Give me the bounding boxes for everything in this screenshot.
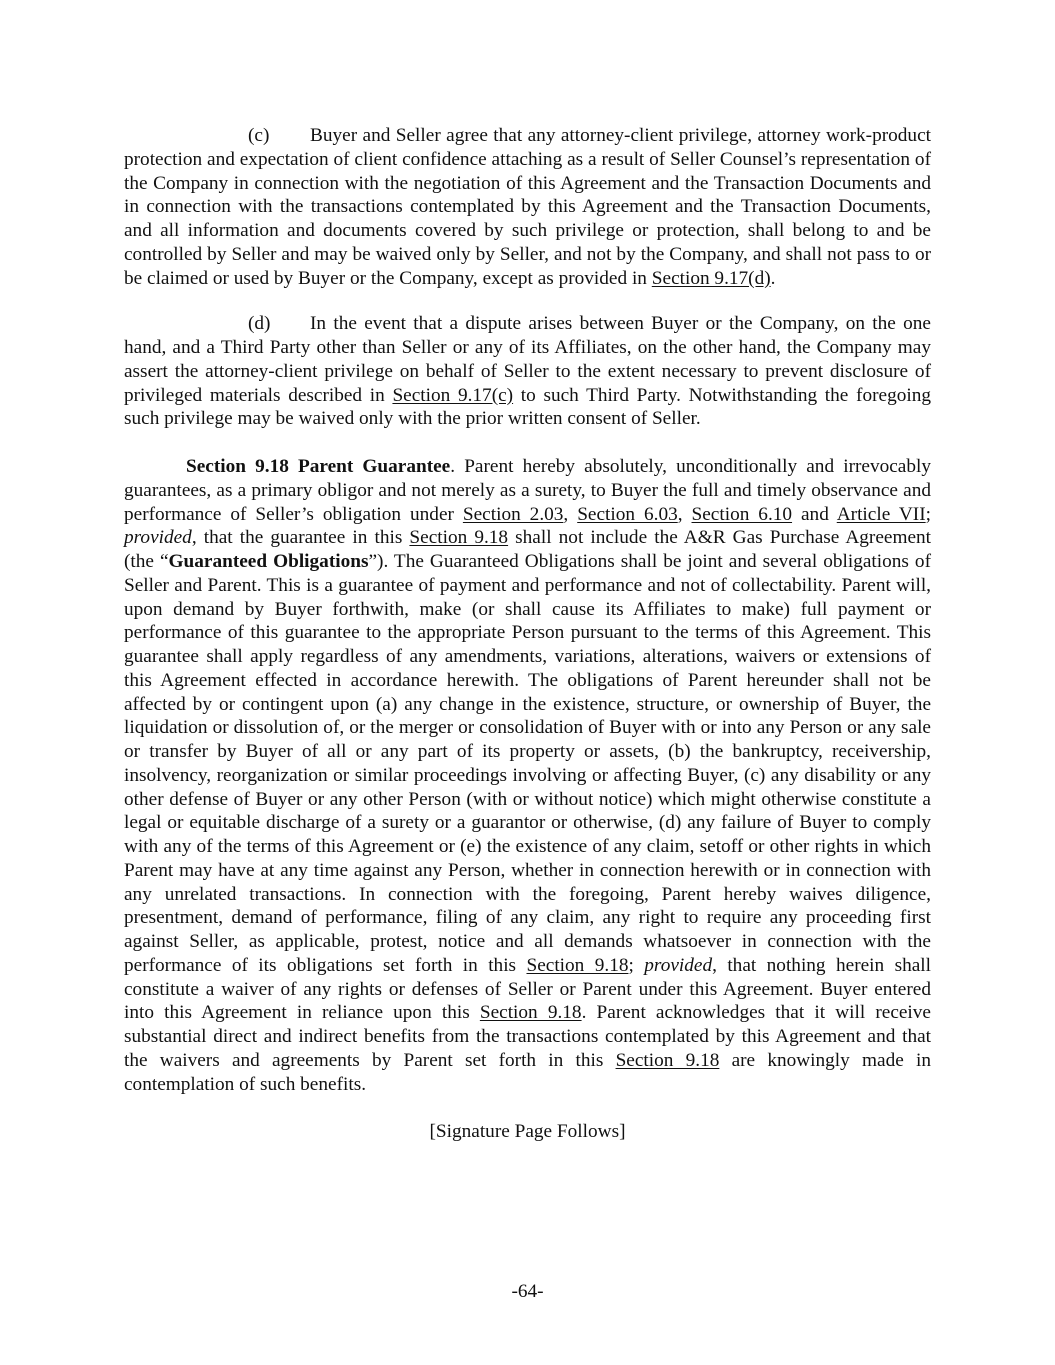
section-9-18-paragraph <box>124 455 931 1096</box>
page-number: -64- <box>511 1281 544 1302</box>
signature-page-note: [Signature Page Follows] <box>429 1121 626 1143</box>
section-text: shall not include the A&R Gas Purchase Agreement (the “ <box>124 527 931 572</box>
section-text: and <box>792 503 837 525</box>
section-text: , that the guarantee in this <box>191 527 410 549</box>
section-text: , that nothing herein shall constitute a waiver of any rights or defenses of Seller or Parent under this Agreement. Buyer entered into this Agreement in reliance upon this <box>124 954 931 1024</box>
section-reference-link: Section 9.18 <box>615 1049 720 1071</box>
section-reference-link: Section 9.17(d) <box>651 267 771 289</box>
paragraph-d <box>124 312 931 431</box>
italic-term: provided <box>124 527 192 549</box>
section-reference-link: Section 9.18 <box>479 1002 582 1024</box>
paragraph-c-text: Buyer and Seller agree that any attorney-client privilege, attorney work-product protection and expectation of client confidence attaching as a result of Seller Counsel’s representation of the Company in connection with the negotiation of this Agreement and the Transaction Documents and in connection with the transactions contemplated by this Agreement and the Transaction Documents, and all information and documents covered by such privilege or protection, shall belong to and be controlled by Seller and may be waived only by Seller, and not by the Company, and shall not pass to or be claimed or used by Buyer or the Company, except as provided in <box>124 125 931 289</box>
section-text: , <box>563 503 578 525</box>
article-reference-link: Article VII <box>836 503 926 525</box>
section-text: ”). The Guaranteed Obligations shall be joint and several obligations of Seller and Parent. This is a guarantee of payment and performance and not of collectability. Parent will, upon demand by Buyer forthwith, make (or shall cause its Affiliates to make) full payment or performance of this guarantee to the appropriate Person pursuant to the terms of this Agreement. This guarantee shall apply regardless of any amendments, variations, alterations, waivers or extensions of this Agreement effected in accordance herewith. The obligations of Parent hereunder shall not be affected by or contingent upon (a) any change in the existence, structure, or ownership of Buyer, the liquidation or dissolution of, or the merger or consolidation of Buyer with or into any Person or any sale or transfer by Buyer of all or any part of its property or assets, (b) the bankruptcy, receivership, insolvency, reorganization or similar proceedings involving or affecting Buyer, (c) any disability or any other defense of Buyer or any other Person (with or without notice) which might otherwise constitute a legal or equitable discharge of a surety or a guarantor or otherwise, (d) any failure of Buyer to comply with any of the terms of this Agreement or (e) the existence of any claim, setoff or other rights in which Parent may have at any time against any Person, whether in connection herewith or in connection with any unrelated transactions. In connection with the foregoing, Parent hereby waives diligence, presentment, demand of performance, filing of any claim, any right to require any proceeding first against Seller, as applicable, protest, notice and all demands whatsoever in connection with the performance of its obligations set forth in this <box>124 551 931 976</box>
section-text: are knowingly made in contemplation of such benefits. <box>124 1049 931 1095</box>
paragraph-d-text: In the event that a dispute arises between Buyer or the Company, on the one hand, and a Third Party other than Seller or any of its Affiliates, on the other hand, the Company may assert the attorney-client privilege on behalf of Seller to the extent necessary to prevent disclosure of privileged materials described in <box>124 313 931 406</box>
section-text: ; <box>628 954 645 976</box>
defined-term: Guaranteed Obligations <box>168 551 369 572</box>
document-page <box>124 124 931 1144</box>
paragraph-d-label: (d) <box>248 313 271 335</box>
section-heading: Section 9.18 Parent Guarantee <box>186 456 451 477</box>
section-text: , <box>677 503 692 525</box>
paragraph-c-label: (c) <box>248 125 270 146</box>
section-reference-link: Section 9.18 <box>409 527 509 549</box>
section-text: . Parent acknowledges that it will receive substantial direct and indirect benefits from the transactions contemplated by this Agreement and that the waivers and agreements by Parent set forth in this <box>124 1002 931 1071</box>
section-text: ; <box>925 503 931 525</box>
section-reference-link: Section 2.03 <box>462 503 564 525</box>
section-text: . Parent hereby absolutely, unconditionally and irrevocably guarantees, as a primary obligor and not merely as a surety, to Buyer the full and timely observance and performance of Seller’s obligation under <box>124 456 931 525</box>
section-reference-link: Section 6.03 <box>577 503 678 525</box>
section-reference-link: Section 9.18 <box>526 954 629 976</box>
paragraph-d-text-end: to such Third Party. Notwithstanding the foregoing such privilege may be waived only with the prior written consent of Seller. <box>124 384 931 430</box>
paragraph-c <box>124 124 931 290</box>
italic-term: provided <box>644 954 713 976</box>
paragraph-c-end: . <box>770 267 776 289</box>
section-reference-link: Section 6.10 <box>691 503 793 525</box>
section-reference-link: Section 9.17(c) <box>392 384 514 406</box>
